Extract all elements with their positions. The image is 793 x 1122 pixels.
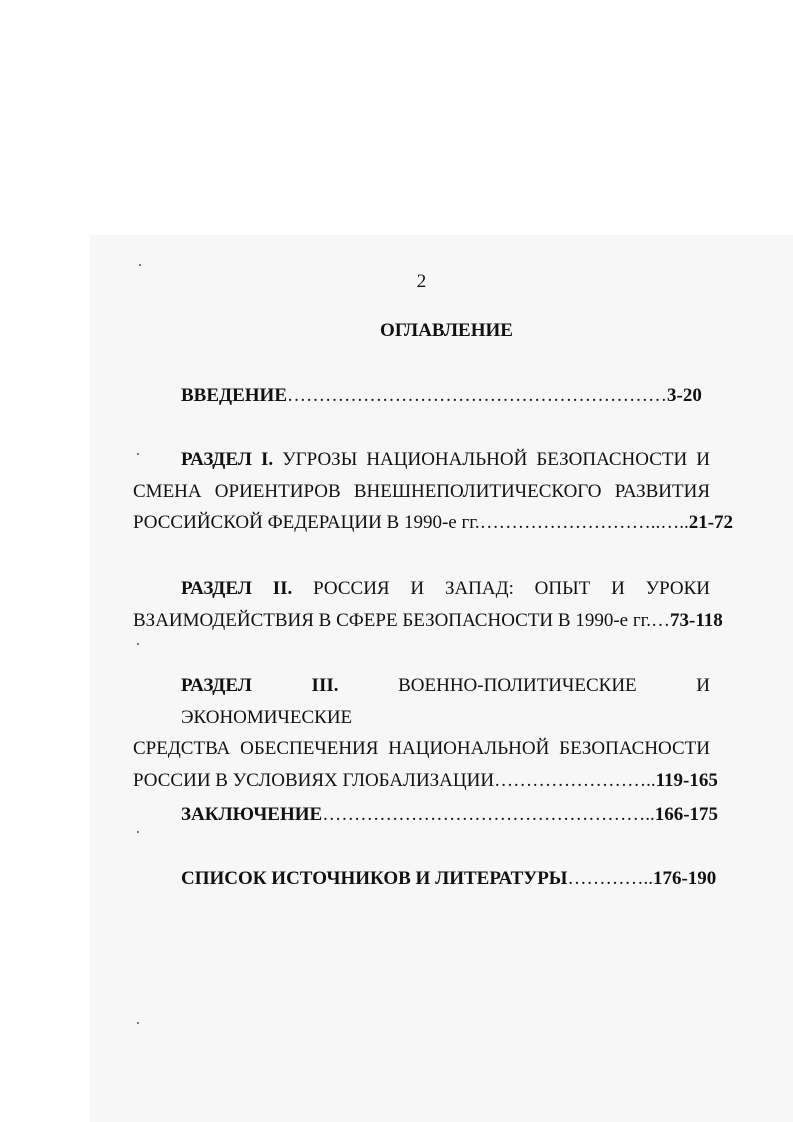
toc-entry-section-2	[133, 573, 723, 636]
toc-entry-introduction	[133, 380, 710, 412]
toc-entry-line	[133, 444, 710, 476]
toc-entry-sources	[133, 863, 717, 895]
toc-entry-line	[133, 380, 710, 412]
toc-entry-line	[133, 799, 719, 831]
toc-entry-label: ВВЕДЕНИЕ	[181, 385, 287, 406]
toc-leader-dots: …	[651, 609, 671, 631]
toc-entry-title: РОССИИ В УСЛОВИЯХ ГЛОБАЛИЗАЦИИ	[133, 769, 495, 791]
page-number: 2	[416, 271, 427, 292]
toc-leader-dots: ………………………..…..	[479, 512, 689, 533]
toc-entry-line	[133, 573, 710, 605]
toc-entry-line	[133, 765, 718, 797]
toc-leader-dots: ……………………………………………..	[322, 804, 655, 825]
toc-entry-line	[133, 863, 717, 895]
toc-leader-dots: …………..	[567, 868, 653, 889]
toc-entry-section-3	[133, 670, 718, 796]
scan-speck	[137, 1022, 139, 1024]
toc-title: ОГЛАВЛЕНИЕ	[380, 320, 513, 341]
scan-speck	[137, 643, 139, 645]
toc-entry-conclusion	[133, 799, 719, 831]
toc-entry-line	[133, 605, 723, 637]
toc-entry-title: РОССИЯ И ЗАПАД: ОПЫТ И УРОКИ	[313, 578, 711, 599]
toc-page-range: 166-175	[654, 804, 719, 825]
toc-entry-line: СРЕДСТВА ОБЕСПЕЧЕНИЯ НАЦИОНАЛЬНОЙ БЕЗОПАСНОСТИ	[133, 738, 710, 759]
toc-entry-label: СПИСОК ИСТОЧНИКОВ И ЛИТЕРАТУРЫ	[181, 868, 568, 889]
toc-entry-title: ВЗАИМОДЕЙСТВИЯ В СФЕРЕ БЕЗОПАСНОСТИ В 1990-е гг.	[133, 609, 652, 631]
toc-page-range: 3-20	[667, 385, 702, 406]
toc-entry-label: РАЗДЕЛ I.	[181, 449, 274, 470]
toc-entry-label: ЗАКЛЮЧЕНИЕ	[181, 804, 323, 825]
toc-page-range: 119-165	[655, 769, 718, 791]
scan-speck	[139, 264, 141, 266]
toc-leader-dots: ……………………………………………………	[287, 385, 667, 406]
toc-entry-label: РАЗДЕЛ III.	[181, 675, 339, 696]
toc-page-range: 73-118	[670, 609, 723, 631]
toc-leader-dots: ……………………..	[494, 769, 656, 791]
toc-entry-label: РАЗДЕЛ II.	[181, 578, 293, 599]
toc-page-range: 176-190	[652, 868, 717, 889]
scan-speck	[137, 831, 139, 833]
toc-entry-title: РОССИЙСКОЙ ФЕДЕРАЦИИ В 1990-е гг.	[133, 512, 480, 533]
toc-entry-line: СМЕНА ОРИЕНТИРОВ ВНЕШНЕПОЛИТИЧЕСКОГО РАЗВИТИЯ	[133, 480, 710, 502]
toc-entry-title: ВОЕННО-ПОЛИТИЧЕСКИЕ И ЭКОНОМИЧЕСКИЕ	[181, 675, 710, 728]
toc-entry-title: УГРОЗЫ НАЦИОНАЛЬНОЙ БЕЗОПАСНОСТИ И	[282, 449, 711, 470]
toc-entry-line	[133, 507, 734, 539]
toc-entry-section-1	[133, 444, 734, 539]
toc-entry-line	[133, 670, 710, 733]
toc-page-range: 21-72	[688, 512, 734, 533]
